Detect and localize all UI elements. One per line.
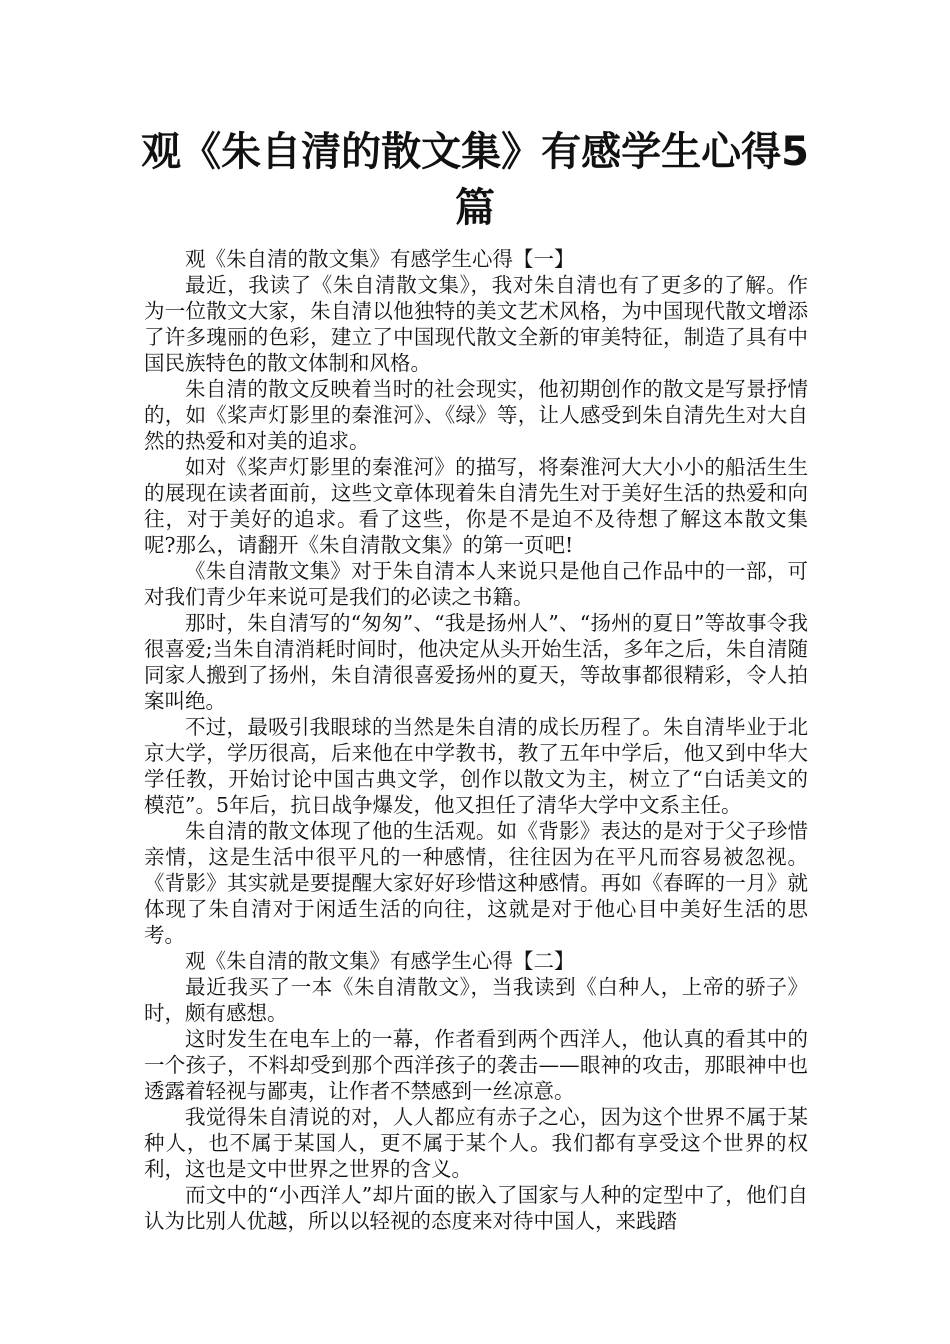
section-heading-1: 观《朱自清的散文集》有感学生心得【一】: [185, 247, 575, 271]
document-body: [144, 246, 808, 1234]
paragraph: 朱自清的散文体现了他的生活观。如《背影》表达的是对于父子珍惜亲情，这是生活中很平凡的一种感情，往往因为在平凡而容易被忽视。《背影》其实就是要提醒大家好好珍惜这种感情。再如《春晖的一月》就体现了朱自清对于闲适生活的向往，这就是对于他心目中美好生活的思考。: [144, 819, 808, 947]
paragraph: 这时发生在电车上的一幕，作者看到两个西洋人，他认真的看其中的一个孩子，不料却受到那个西洋孩子的袭击——眼神的攻击，那眼神中也透露着轻视与鄙夷，让作者不禁感到一丝凉意。: [144, 1027, 808, 1103]
paragraph: 如对《桨声灯影里的秦淮河》的描写，将秦淮河大大小小的船活生生的展现在读者面前，这些文章体现着朱自清先生对于美好生活的热爱和向往，对于美好的追求。看了这些，你是不是迫不及待想了解这本散文集呢?那么，请翻开《朱自清散文集》的第一页吧!: [144, 455, 808, 557]
paragraph: 那时，朱自清写的“匆匆”、“我是扬州人”、“扬州的夏日”等故事令我很喜爱;当朱自清消耗时间时，他决定从头开始生活，多年之后，朱自清随同家人搬到了扬州，朱自清很喜爱扬州的夏天，等故事都很精彩，令人拍案叫绝。: [144, 611, 808, 713]
paragraph: 而文中的“小西洋人”却片面的嵌入了国家与人种的定型中了，他们自认为比别人优越，所以以轻视的态度来对待中国人，来践踏: [144, 1183, 808, 1233]
section-heading-2: 观《朱自清的散文集》有感学生心得【二】: [185, 949, 575, 973]
paragraph: 《朱自清散文集》对于朱自清本人来说只是他自己作品中的一部，可对我们青少年来说可是我们的必读之书籍。: [144, 559, 808, 609]
paragraph: 最近我买了一本《朱自清散文》，当我读到《白种人，上帝的骄子》时，颇有感想。: [144, 975, 808, 1025]
paragraph: 朱自清的散文反映着当时的社会现实，他初期创作的散文是写景抒情的，如《桨声灯影里的秦淮河》、《绿》等，让人感受到朱自清先生对大自然的热爱和对美的追求。: [144, 377, 808, 453]
document-title: 观《朱自清的散文集》有感学生心得5篇: [141, 129, 809, 231]
paragraph: 最近，我读了《朱自清散文集》，我对朱自清也有了更多的了解。作为一位散文大家，朱自清以他独特的美文艺术风格，为中国现代散文增添了许多瑰丽的色彩，建立了中国现代散文全新的审美特征，制造了具有中国民族特色的散文体制和风格。: [144, 273, 808, 375]
paragraph: 我觉得朱自清说的对，人人都应有赤子之心，因为这个世界不属于某种人，也不属于某国人，更不属于某个人。我们都有享受这个世界的权利，这也是文中世界之世界的含义。: [144, 1105, 808, 1181]
paragraph: 不过，最吸引我眼球的当然是朱自清的成长历程了。朱自清毕业于北京大学，学历很高，后来他在中学教书，教了五年中学后，他又到中华大学任教，开始讨论中国古典文学，创作以散文为主，树立了“白话美文的模范”。5年后，抗日战争爆发，他又担任了清华大学中文系主任。: [144, 715, 808, 817]
